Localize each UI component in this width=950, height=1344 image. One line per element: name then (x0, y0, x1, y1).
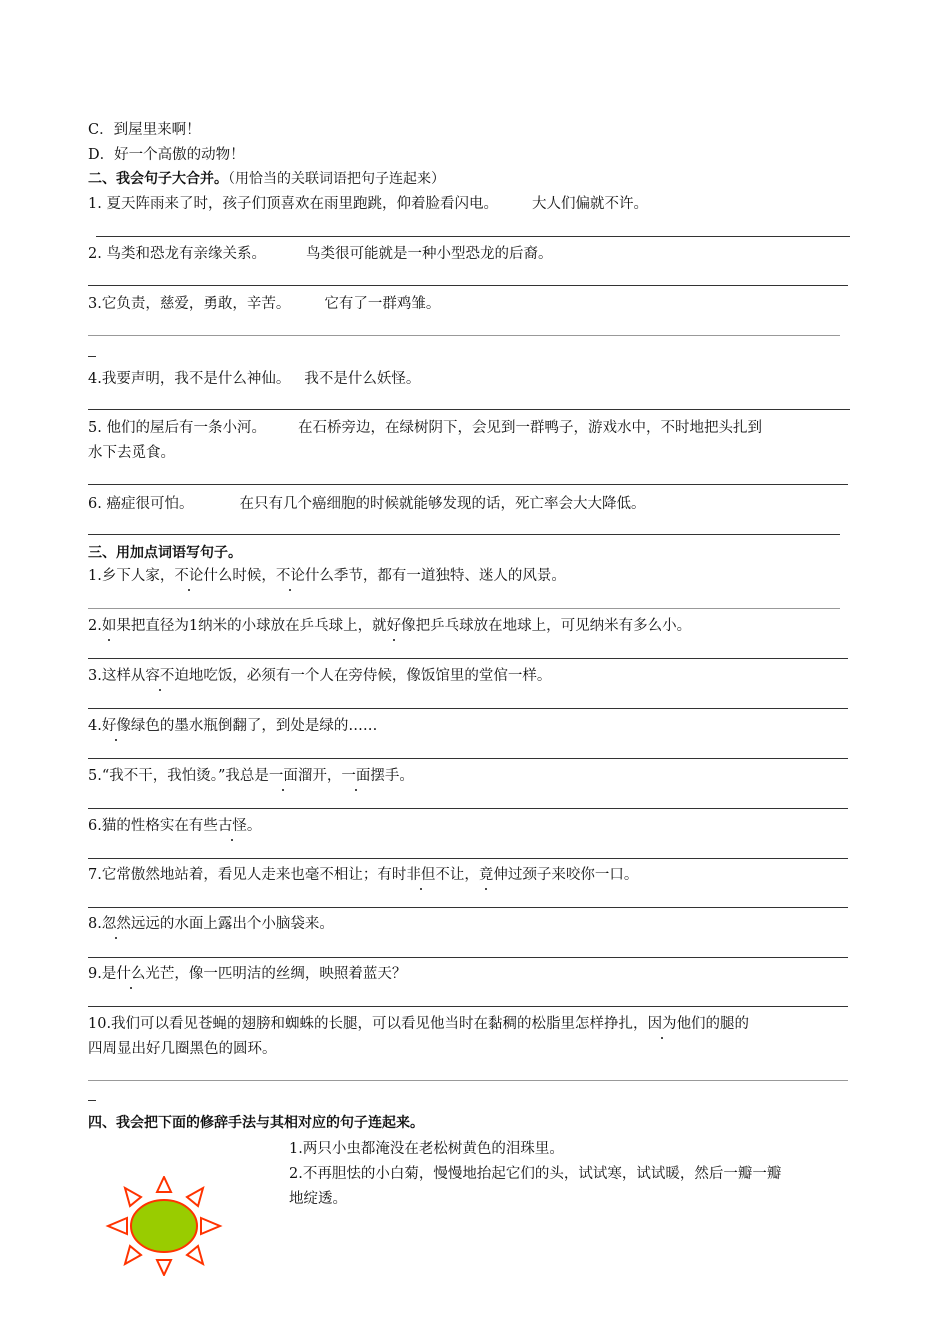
s2-q5-b: 在石桥旁边，在绿树阴下，会见到一群鸭子，游戏水中，不时地把头扎到 (297, 420, 762, 436)
s3-q1-pre: 1.乡下人家， (88, 568, 175, 584)
sun-center (131, 1200, 197, 1252)
answer-line-s3-5[interactable] (88, 808, 848, 809)
s4-item-2-cont: 地绽透。 (289, 1191, 347, 1207)
answer-line-s2-3[interactable] (88, 335, 840, 336)
answer-line-s3-3[interactable] (88, 708, 848, 709)
s3-q10-dotted: 因为 (647, 1016, 677, 1032)
s3-q9-dotted: 什么 (116, 966, 146, 982)
s3-q1-post: 什么季节，都有一道独特、迷人的风景。 (304, 568, 566, 584)
sun-ray (125, 1188, 141, 1206)
s2-q3-a: 3.它负责，慈爱，勇敢，辛苦。 (88, 296, 291, 312)
s3-q7-dotted-1: 非但 (406, 867, 436, 883)
section3-title: 三、用加点词语写句子。 (88, 545, 242, 561)
answer-line-s2-1[interactable] (96, 236, 850, 237)
s3-q6 (88, 816, 261, 836)
s3-q5-post: 摆手。 (370, 768, 414, 784)
sun-ray (157, 1177, 171, 1192)
s3-q5-dotted-1: 一面 (268, 768, 298, 784)
s2-q4-b: 我不是什么妖怪。 (304, 371, 421, 387)
s3-q7-pre: 7.它常傲然地站着，看见人走来也毫不相让；有时 (88, 867, 407, 883)
s3-q2-dotted-2: 就好像 (372, 618, 416, 634)
s2-q6-a: 6. 癌症很可怕。 (88, 496, 194, 512)
s3-q1 (88, 566, 566, 586)
s3-q3-pre: 3.这样 (88, 668, 131, 684)
s3-q7-dotted-2: 竟 (478, 867, 494, 883)
s3-q10 (88, 1014, 749, 1034)
option-c: C．到屋里来啊！ (88, 122, 201, 138)
s3-q9-pre: 9.是 (88, 966, 117, 982)
s3-q1-dotted-1: 不论 (174, 568, 204, 584)
s3-q4-pre: 4. (88, 718, 102, 734)
answer-line-s3-2[interactable] (88, 658, 848, 659)
s3-q4-post: 绿色的墨水瓶倒翻了，到处是绿的…… (130, 718, 378, 734)
answer-line-s3-10-tail (88, 1100, 96, 1101)
s3-q10-pre: 10.我们可以看见苍蝇的翅膀和蜘蛛的长腿，可以看见他当时在黏稠的松脂里怎样挣扎， (88, 1016, 648, 1032)
answer-line-s2-3-tail (88, 356, 96, 357)
s2-q2-b: 鸟类很可能就是一种小型恐龙的后裔。 (305, 246, 553, 262)
s3-q3 (88, 666, 551, 686)
s3-q6-pre: 6.猫的性格实在有些 (88, 818, 218, 834)
answer-line-s2-5[interactable] (88, 484, 848, 485)
s4-item-2: 2.不再胆怯的小白菊，慢慢地抬起它们的头，试试寒，试试暖，然后一瓣一瓣 (289, 1166, 782, 1182)
s3-q3-dotted: 从容不迫 (130, 668, 189, 684)
s2-q1-b: 大人们偏就不许。 (531, 196, 648, 212)
s2-q2 (88, 244, 552, 264)
s2-q3 (88, 294, 440, 314)
answer-line-s3-6[interactable] (88, 858, 848, 859)
answer-line-s2-4[interactable] (88, 409, 850, 410)
s3-q2-dotted-1: 2.如果 (88, 618, 131, 634)
section4-title: 四、我会把下面的修辞手法与其相对应的句子连起来。 (88, 1115, 424, 1131)
s3-q10-post: 他们的腿的 (676, 1016, 750, 1032)
s2-q5 (88, 418, 762, 438)
s2-q5-cont: 水下去觅食。 (88, 445, 175, 461)
s3-q6-dotted: 古怪 (217, 818, 247, 834)
s3-q7-post: 伸过颈子来咬你一口。 (493, 867, 639, 883)
s3-q8 (88, 914, 334, 934)
s3-q5-pre: 5.“我不干，我怕烫。”我总是 (88, 768, 269, 784)
sun-ray (187, 1188, 203, 1206)
s3-q8-dotted: 忽然 (101, 916, 131, 932)
sun-ray (108, 1218, 127, 1234)
s3-q8-post: 远远的水面上露出个小脑袋来。 (130, 916, 334, 932)
s3-q9-post: 光芒，像一匹明洁的丝绸，映照着蓝天？ (145, 966, 407, 982)
s2-q5-a: 5. 他们的屋后有一条小河。 (88, 420, 266, 436)
s2-q4-a: 4.我要声明，我不是什么神仙。 (88, 371, 291, 387)
sun-icon (102, 1176, 226, 1276)
answer-line-s3-1[interactable] (88, 608, 840, 609)
answer-line-s3-4[interactable] (88, 758, 848, 759)
s3-q1-dotted-2: 不论 (275, 568, 305, 584)
s3-q5-dotted-2: 一面 (341, 768, 371, 784)
section2-heading (88, 169, 445, 189)
answer-line-s2-2[interactable] (88, 285, 848, 286)
s3-q4-dotted: 好像 (101, 718, 131, 734)
s2-q2-a: 2. 鸟类和恐龙有亲缘关系。 (88, 246, 266, 262)
s3-q7 (88, 865, 638, 885)
answer-line-s3-8[interactable] (88, 957, 848, 958)
s2-q1 (88, 194, 648, 214)
s3-q3-post: 地吃饭，必须有一个人在旁侍候，像饭馆里的堂倌一样。 (188, 668, 552, 684)
answer-line-s3-7[interactable] (88, 907, 848, 908)
s2-q1-a: 1. 夏天阵雨来了时，孩子们顶喜欢在雨里跑跳，仰着脸看闪电。 (88, 196, 498, 212)
s3-q5-mid: 溜开， (297, 768, 342, 784)
s3-q2-mid: 把直径为1纳米的小球放在乒乓球上， (130, 618, 373, 634)
s3-q10-cont: 四周显出好几圈黑色的圆环。 (88, 1041, 277, 1057)
s3-q2 (88, 616, 691, 636)
s3-q6-post: 。 (246, 818, 262, 834)
s3-q1-mid: 什么时候， (203, 568, 276, 584)
sun-ray (157, 1260, 171, 1275)
section2-title: 二、我会句子大合并。 (88, 171, 228, 187)
answer-line-s2-6[interactable] (88, 534, 840, 535)
s3-q2-post: 把乒乓球放在地球上，可见纳米有多么小。 (415, 618, 692, 634)
answer-line-s3-9[interactable] (88, 1006, 848, 1007)
sun-ray (187, 1246, 203, 1264)
option-d: D．好一个高傲的动物！ (88, 147, 245, 163)
s3-q4 (88, 716, 377, 736)
s3-q9 (88, 964, 406, 984)
section2-note: （用恰当的关联词语把句子连起来） (228, 171, 445, 187)
sun-ray (201, 1218, 220, 1234)
s3-q8-pre: 8. (88, 916, 102, 932)
sun-ray (125, 1246, 141, 1264)
s2-q6 (88, 494, 645, 514)
s3-q7-mid: 不让， (435, 867, 479, 883)
s2-q3-b: 它有了一群鸡雏。 (324, 296, 441, 312)
s4-item-1: 1.两只小虫都淹没在老松树黄色的泪珠里。 (289, 1141, 564, 1157)
s2-q6-b: 在只有几个癌细胞的时候就能够发现的话，死亡率会大大降低。 (239, 496, 646, 512)
s2-q4 (88, 369, 420, 389)
answer-line-s3-10[interactable] (88, 1080, 848, 1081)
s3-q5 (88, 766, 414, 786)
